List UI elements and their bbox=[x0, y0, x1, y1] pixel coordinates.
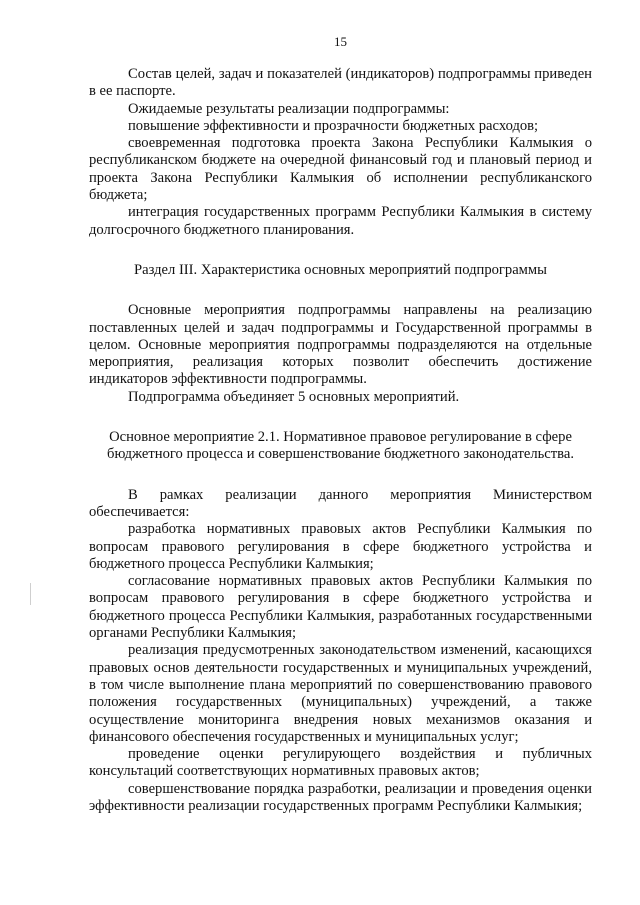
page-number: 15 bbox=[334, 34, 347, 49]
paragraph-main-measures: Основные мероприятия подпрограммы направлены на реализацию поставленных целей и задач подпрограммы и Государственной программы в целом. Основные мероприятия подпрограммы подразделяются на отдельные мероприятия, реализация которых позволит обеспечить достижение индикаторов эффективности подпрограммы. bbox=[89, 302, 592, 388]
paragraph-result-2: своевременная подготовка проекта Закона Республики Калмыкия о республиканском бюджете на очередной финансовый год и плановый период и проекта Закона Республики Калмыкия об исполнении республиканского бюджета; bbox=[89, 135, 592, 204]
measure-heading: Основное мероприятие 2.1. Нормативное правовое регулирование в сфере бюджетного процесса и совершенствование бюджетного законодательства. bbox=[107, 429, 574, 463]
paragraph-item-implementation: реализация предусмотренных законодательством изменений, касающихся правовых основ деятельности государственных и муниципальных учреждений, в том числе выполнение плана мероприятий по совершенствованию правового положения государственных (муниципальных) учреждений, а также осуществление мониторинга внедрения новых механизмов оказания и финансового обеспечения государственных и муниципальных услуг; bbox=[89, 642, 592, 745]
paragraph-expected-results: Ожидаемые результаты реализации подпрограммы: bbox=[128, 100, 450, 117]
paragraph-item-development: разработка нормативных правовых актов Республики Калмыкия по вопросам правового регулирования в сфере бюджетного устройства и бюджетного процесса Республики Калмыкия; bbox=[89, 521, 592, 572]
paragraph-composition: Состав целей, задач и показателей (индикаторов) подпрограммы приведен в ее паспорте. bbox=[89, 66, 592, 100]
paragraph-measures-count: Подпрограмма объединяет 5 основных мероприятий. bbox=[128, 388, 460, 405]
paragraph-result-1: повышение эффективности и прозрачности бюджетных расходов; bbox=[128, 117, 539, 134]
margin-mark bbox=[30, 583, 31, 605]
paragraph-item-approval: согласование нормативных правовых актов Республики Калмыкия по вопросам правового регулирования в сфере бюджетного устройства и бюджетного процесса Республики Калмыкия, разработанных государственными органами Республики Калмыкия; bbox=[89, 573, 592, 642]
paragraph-item-assessment: проведение оценки регулирующего воздействия и публичных консультаций соответствующих нормативных правовых актов; bbox=[89, 746, 592, 780]
paragraph-item-improvement: совершенствование порядка разработки, реализации и проведения оценки эффективности реализации государственных программ Республики Калмыкия; bbox=[89, 780, 592, 814]
section-heading: Раздел III. Характеристика основных мероприятий подпрограммы bbox=[134, 261, 547, 278]
paragraph-result-3: интеграция государственных программ Республики Калмыкия в систему долгосрочного бюджетного планирования. bbox=[89, 204, 592, 238]
paragraph-ministry-ensures: В рамках реализации данного мероприятия Министерством обеспечивается: bbox=[89, 486, 592, 520]
